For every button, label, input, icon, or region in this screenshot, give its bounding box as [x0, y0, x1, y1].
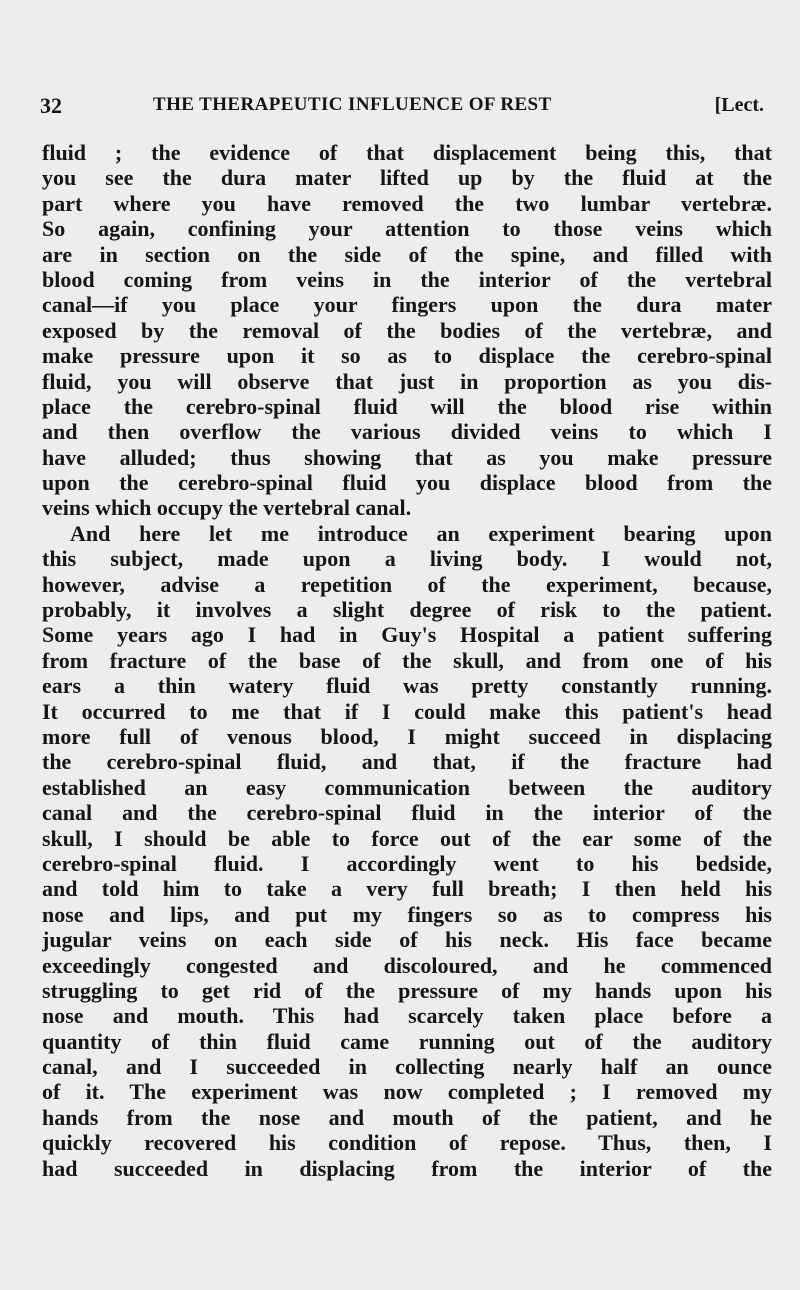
text-line: struggling to get rid of the pressure of my hands upon his: [42, 977, 772, 1003]
text-line: fluid ; the evidence of that displacement being this, that: [42, 140, 772, 165]
text-line: Some years ago I had in Guy's Hospital a patient suffering: [42, 622, 772, 648]
text-line: hands from the nose and mouth of the patient, and he: [42, 1104, 772, 1130]
text-line: It occurred to me that if I could make this patient's head: [42, 698, 772, 724]
text-line: cerebro-spinal fluid. I accordingly went to his bedside,: [42, 850, 772, 876]
text-line: exposed by the removal of the bodies of the vertebræ, and: [42, 317, 772, 343]
text-line: nose and mouth. This had scarcely taken place before a: [42, 1003, 772, 1029]
text-line: part where you have removed the two lumbar vertebræ.: [42, 190, 772, 216]
text-line: canal, and I succeeded in collecting nearly half an ounce: [42, 1054, 772, 1080]
text-line: fluid, you will observe that just in proportion as you dis-: [42, 368, 772, 394]
text-line: nose and lips, and put my fingers so as to compress his: [42, 901, 772, 927]
text-line: ears a thin watery fluid was pretty constantly running.: [42, 673, 772, 699]
text-line: exceedingly congested and discoloured, and he commenced: [42, 952, 772, 978]
text-line: jugular veins on each side of his neck. His face became: [42, 927, 772, 953]
text-line: quantity of thin fluid came running out of the auditory: [42, 1028, 772, 1054]
text-line: probably, it involves a slight degree of risk to the patient.: [42, 597, 772, 623]
text-line: from fracture of the base of the skull, and from one of his: [42, 647, 772, 673]
body-text: [42, 140, 772, 1181]
text-line: blood coming from veins in the interior of the vertebral: [42, 266, 772, 292]
text-line: quickly recovered his condition of repose. Thus, then, I: [42, 1130, 772, 1156]
text-line: more full of venous blood, I might succeed in displacing: [42, 723, 772, 749]
text-line: this subject, made upon a living body. I would not,: [42, 546, 772, 572]
running-head: THE THERAPEUTIC INFLUENCE OF REST: [153, 94, 552, 115]
text-line: are in section on the side of the spine, and filled with: [42, 241, 772, 267]
text-line: canal and the cerebro-spinal fluid in the interior of the: [42, 800, 772, 826]
lecture-tag: [Lect.: [714, 94, 764, 116]
page-number: 32: [40, 93, 62, 118]
text-line: and then overflow the various divided veins to which I: [42, 419, 772, 445]
text-line: have alluded; thus showing that as you make pressure: [42, 444, 772, 470]
text-line: the cerebro-spinal fluid, and that, if the fracture had: [42, 749, 772, 775]
text-line: canal—if you place your fingers upon the dura mater: [42, 292, 772, 318]
text-line: established an easy communication between the auditory: [42, 774, 772, 800]
text-line: skull, I should be able to force out of the ear some of the: [42, 825, 772, 851]
text-line: And here let me introduce an experiment bearing upon: [70, 520, 772, 546]
text-line: veins which occupy the vertebral canal.: [42, 495, 412, 521]
text-line: upon the cerebro-spinal fluid you displace blood from the: [42, 470, 772, 496]
page-header: [40, 93, 770, 123]
text-line: place the cerebro-spinal fluid will the blood rise within: [42, 393, 772, 419]
text-line: however, advise a repetition of the experiment, because,: [42, 571, 772, 597]
text-line: of it. The experiment was now completed ; I removed my: [42, 1079, 772, 1105]
text-line: had succeeded in displacing from the interior of the: [42, 1155, 772, 1181]
text-line: make pressure upon it so as to displace the cerebro-spinal: [42, 343, 772, 369]
text-line: and told him to take a very full breath; I then held his: [42, 876, 772, 902]
text-line: you see the dura mater lifted up by the fluid at the: [42, 165, 772, 191]
text-line: So again, confining your attention to those veins which: [42, 216, 772, 242]
